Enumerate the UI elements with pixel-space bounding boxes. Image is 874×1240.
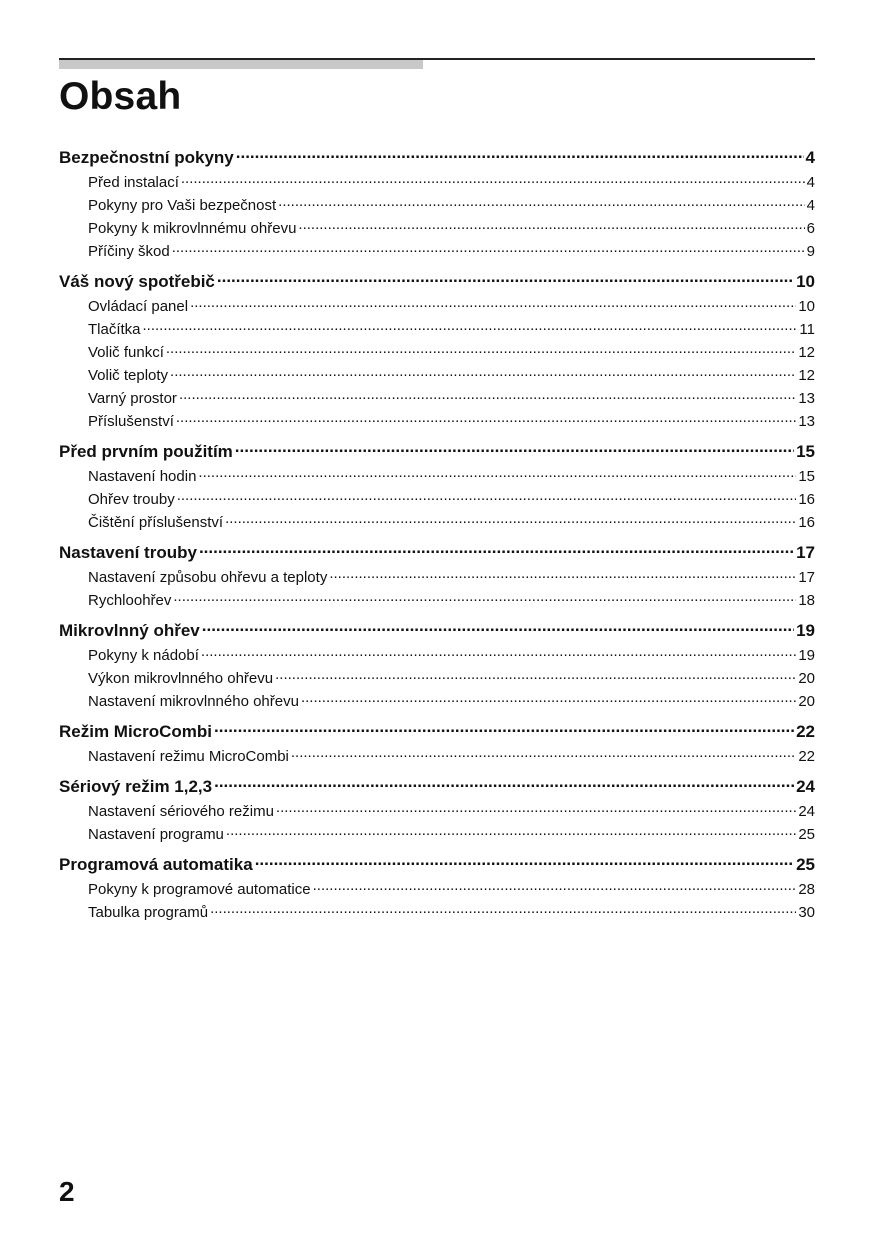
dot-leader: [181, 172, 805, 187]
toc-subentry[interactable]: [59, 364, 815, 387]
toc-entry-label: Mikrovlnný ohřev: [59, 621, 200, 640]
dot-leader: [275, 668, 796, 683]
toc-entry-page: 24: [798, 803, 815, 820]
toc-subentry[interactable]: [59, 667, 815, 690]
toc-subentry[interactable]: [59, 410, 815, 433]
toc-entry-label: Nastavení sériového režimu: [88, 803, 274, 820]
toc-entry-page: 25: [798, 826, 815, 843]
toc-entry-label: Před instalací: [88, 174, 179, 191]
toc-entry-page: 19: [796, 621, 815, 640]
toc-entry-page: 18: [798, 592, 815, 609]
toc-entry-label: Volič teploty: [88, 367, 169, 384]
toc-entry-label: Nastavení způsobu ohřevu a teploty: [88, 569, 328, 586]
toc-entry-label: Sériový režim 1,2,3: [59, 777, 213, 796]
dot-leader: [143, 319, 798, 334]
dot-leader: [173, 590, 796, 605]
dot-leader: [201, 645, 796, 660]
toc-entry-page: 13: [798, 390, 815, 407]
toc-entry-page: 20: [798, 693, 815, 710]
toc-chapter[interactable]: [59, 539, 815, 566]
toc-chapter[interactable]: [59, 773, 815, 800]
toc-entry-label: Pokyny pro Vaši bezpečnost: [88, 197, 277, 214]
toc-entry-label: Nastavení hodin: [88, 468, 197, 485]
dot-leader: [202, 619, 794, 636]
toc-entry-label: Tabulka programů: [88, 904, 209, 921]
dot-leader: [177, 489, 797, 504]
toc-subentry[interactable]: [59, 295, 815, 318]
toc-entry-label: Nastavení mikrovlnného ohřevu: [88, 693, 299, 710]
toc-entry-page: 16: [798, 491, 815, 508]
toc-entry-page: 17: [798, 569, 815, 586]
toc-entry-label: Pokyny k nádobí: [88, 647, 199, 664]
toc-chapter[interactable]: [59, 851, 815, 878]
toc-section: [59, 718, 815, 768]
dot-leader: [172, 241, 805, 256]
toc-entry-label: Bezpečnostní pokyny: [59, 148, 234, 167]
toc-entry-label: Programová automatika: [59, 855, 253, 874]
toc-entry-label: Volič funkcí: [88, 344, 164, 361]
toc-section: [59, 539, 815, 612]
toc-chapter[interactable]: [59, 718, 815, 745]
toc-subentry[interactable]: [59, 878, 815, 901]
toc-subentry[interactable]: [59, 589, 815, 612]
toc-entry-page: 9: [806, 243, 815, 260]
dot-leader: [179, 388, 796, 403]
dot-leader: [236, 146, 804, 163]
dot-leader: [190, 296, 796, 311]
toc-section: [59, 617, 815, 713]
toc-section: [59, 773, 815, 846]
toc-entry-page: 16: [798, 514, 815, 531]
toc-chapter[interactable]: [59, 144, 815, 171]
dot-leader: [291, 746, 796, 761]
toc-entry-label: Příčiny škod: [88, 243, 170, 260]
toc-entry-page: 30: [798, 904, 815, 921]
toc-entry-page: 4: [805, 148, 815, 167]
dot-leader: [313, 879, 797, 894]
toc-entry-page: 25: [796, 855, 815, 874]
dot-leader: [176, 411, 796, 426]
toc-subentry[interactable]: [59, 901, 815, 924]
toc-entry-label: Tlačítka: [88, 321, 141, 338]
dot-leader: [210, 902, 796, 917]
dot-leader: [214, 720, 794, 737]
toc-chapter[interactable]: [59, 617, 815, 644]
dot-leader: [225, 512, 796, 527]
toc-entry-page: 15: [798, 468, 815, 485]
toc-entry-page: 10: [798, 298, 815, 315]
toc-entry-label: Příslušenství: [88, 413, 174, 430]
table-of-contents: [59, 144, 815, 929]
toc-entry-label: Pokyny k programové automatice: [88, 881, 311, 898]
page-number: 2: [59, 1176, 75, 1207]
dot-leader: [170, 365, 796, 380]
toc-subentry[interactable]: [59, 566, 815, 589]
toc-entry-page: 20: [798, 670, 815, 687]
toc-entry-page: 24: [796, 777, 815, 796]
dot-leader: [276, 801, 796, 816]
toc-entry-page: 12: [798, 344, 815, 361]
toc-entry-page: 11: [799, 321, 815, 338]
dot-leader: [301, 691, 796, 706]
toc-section: [59, 851, 815, 924]
toc-subentry[interactable]: [59, 341, 815, 364]
toc-section: [59, 144, 815, 263]
toc-subentry[interactable]: [59, 644, 815, 667]
toc-entry-label: Nastavení trouby: [59, 543, 197, 562]
toc-subentry[interactable]: [59, 800, 815, 823]
toc-entry-label: Před prvním použitím: [59, 442, 233, 461]
dot-leader: [226, 824, 796, 839]
toc-entry-label: Rychloohřev: [88, 592, 172, 609]
toc-subentry[interactable]: [59, 823, 815, 846]
toc-subentry[interactable]: [59, 194, 815, 217]
dot-leader: [255, 853, 794, 870]
toc-subentry[interactable]: [59, 745, 815, 768]
toc-subentry[interactable]: [59, 387, 815, 410]
dot-leader: [235, 440, 794, 457]
toc-entry-page: 28: [798, 881, 815, 898]
toc-entry-label: Výkon mikrovlnného ohřevu: [88, 670, 274, 687]
page-title: Obsah: [59, 75, 182, 118]
toc-entry-label: Ovládací panel: [88, 298, 189, 315]
toc-subentry[interactable]: [59, 240, 815, 263]
toc-entry-label: Varný prostor: [88, 390, 177, 407]
toc-entry-label: Nastavení programu: [88, 826, 224, 843]
toc-subentry[interactable]: [59, 171, 815, 194]
toc-entry-page: 13: [798, 413, 815, 430]
toc-entry-page: 17: [796, 543, 815, 562]
toc-entry-label: Režim MicroCombi: [59, 722, 213, 741]
toc-section: [59, 268, 815, 433]
toc-entry-page: 6: [806, 220, 815, 237]
toc-section: [59, 438, 815, 534]
dot-leader: [214, 775, 794, 792]
dot-leader: [329, 567, 796, 582]
toc-entry-page: 15: [796, 442, 815, 461]
toc-subentry[interactable]: [59, 318, 815, 341]
toc-entry-page: 22: [798, 748, 815, 765]
toc-subentry[interactable]: [59, 217, 815, 240]
header-accent-bar: [59, 60, 423, 69]
toc-entry-label: Váš nový spotřebič: [59, 272, 215, 291]
toc-subentry[interactable]: [59, 465, 815, 488]
toc-entry-label: Čištění příslušenství: [88, 514, 224, 531]
toc-subentry[interactable]: [59, 690, 815, 713]
toc-subentry[interactable]: [59, 511, 815, 534]
dot-leader: [217, 270, 794, 287]
dot-leader: [278, 195, 804, 210]
toc-entry-label: Nastavení režimu MicroCombi: [88, 748, 289, 765]
toc-entry-label: Ohřev trouby: [88, 491, 175, 508]
dot-leader: [298, 218, 804, 233]
toc-entry-page: 12: [798, 367, 815, 384]
toc-entry-page: 10: [796, 272, 815, 291]
toc-chapter[interactable]: [59, 438, 815, 465]
toc-subentry[interactable]: [59, 488, 815, 511]
toc-entry-page: 4: [806, 174, 815, 191]
toc-entry-page: 4: [806, 197, 815, 214]
dot-leader: [199, 541, 794, 558]
toc-entry-page: 22: [796, 722, 815, 741]
toc-entry-label: Pokyny k mikrovlnnému ohřevu: [88, 220, 297, 237]
toc-entry-page: 19: [798, 647, 815, 664]
toc-chapter[interactable]: [59, 268, 815, 295]
dot-leader: [166, 342, 796, 357]
dot-leader: [198, 466, 796, 481]
